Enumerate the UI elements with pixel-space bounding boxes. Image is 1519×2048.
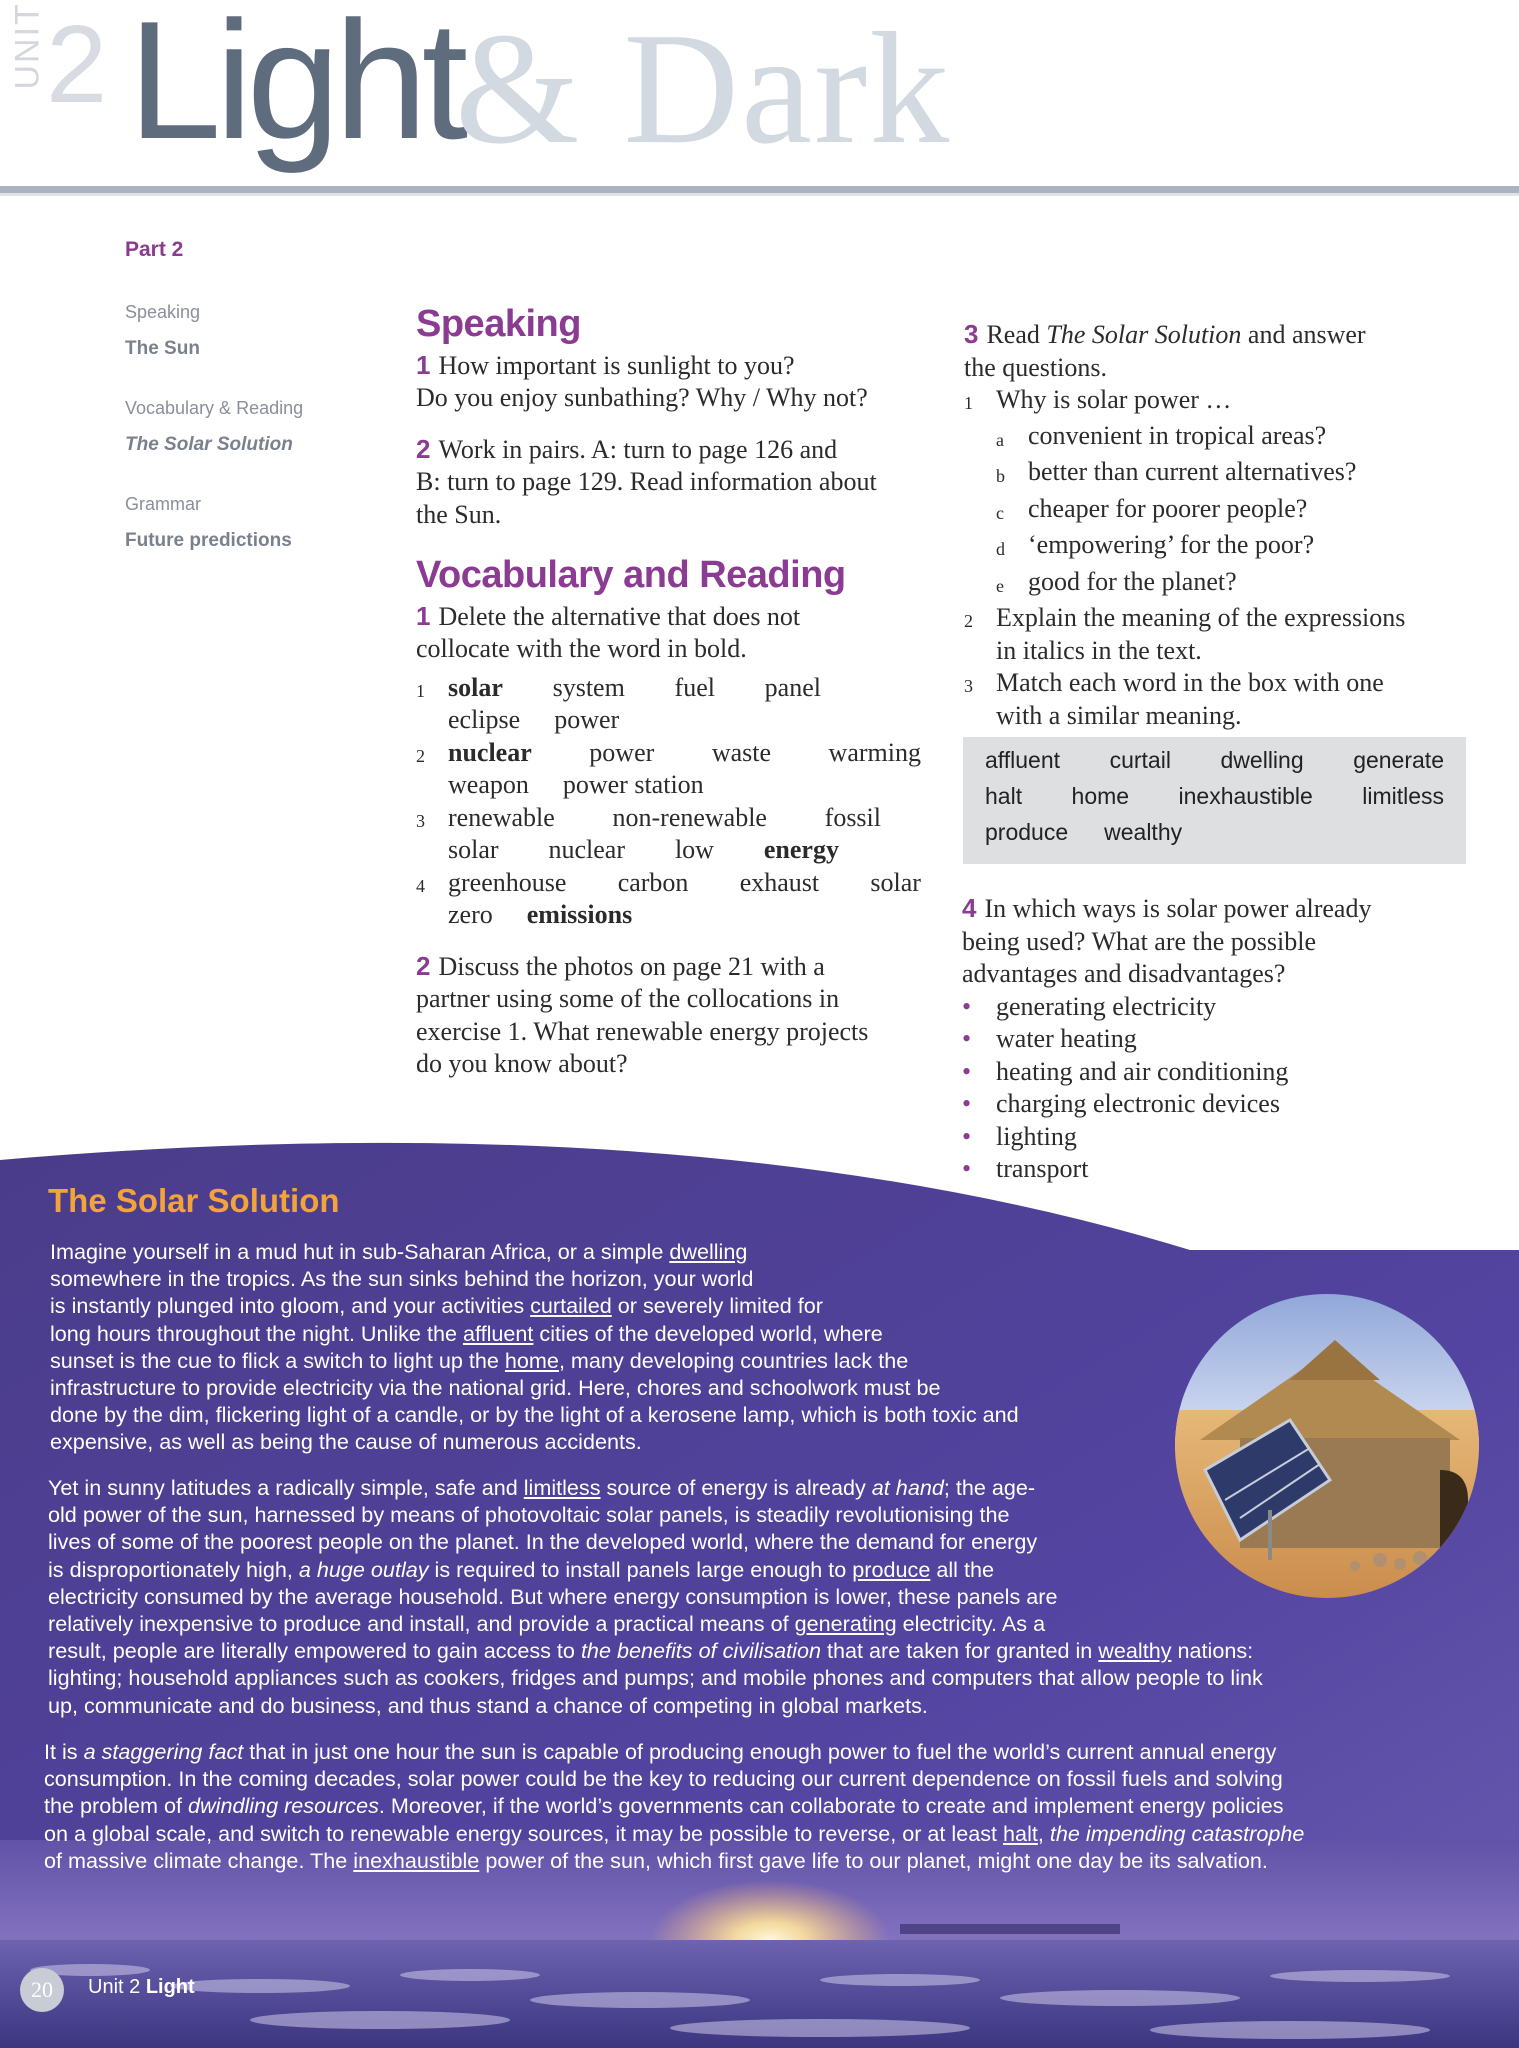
article-title: The Solar Solution xyxy=(48,1182,340,1219)
exercise-text: advantages and disadvantages? xyxy=(962,959,1286,988)
sub-letter: a xyxy=(996,429,1004,450)
title-dark: & Dark xyxy=(455,0,952,177)
word: energy xyxy=(763,835,839,864)
exercise-text: and answer xyxy=(1241,320,1366,349)
word: low xyxy=(674,835,714,864)
header-rule-light xyxy=(0,193,1519,196)
vocab-word: wealthy xyxy=(1098,1638,1172,1664)
exercise-3 xyxy=(964,318,1484,384)
collocation-list xyxy=(416,672,921,932)
word: non-renewable xyxy=(612,802,767,832)
italic-expression: a staggering fact xyxy=(83,1739,244,1764)
article-paragraph-2: Yet in sunny latitudes a radically simple, safe and limitless source of energy is already at hand; the age- old power of the sun, harnessed by means of photovoltaic solar panels, is steadily revolutionising the lives of some of the poorest people on the planet. In the developed world, where the demand for energy is disproportionately high, a huge outlay is required to install panels large enough to produce all the electricity consumed by the average household. But where energy consumption is lower, these panels are relatively inexpensive to produce and install, and provide a practical means of generating electricity. As a result, people are literally empowered to gain access to the benefits of civilisation that are taken for granted in wealthy nations: lighting; household appliances such as cookers, fridges and pumps; and mobile phones and computers that allow people to link up, communicate and do business, and thus stand a chance of competing in global markets. xyxy=(48,1475,1263,1718)
sub-letter: d xyxy=(996,539,1005,559)
vocab-word: limitless xyxy=(523,1475,601,1500)
exercise-number: 2 xyxy=(416,433,431,464)
vocab-word: generating xyxy=(794,1611,897,1637)
list-item: • heating and air conditioning xyxy=(962,1056,1482,1089)
word: carbon xyxy=(617,867,689,897)
collocation-item xyxy=(416,672,921,737)
box-word: inexhaustible xyxy=(1178,783,1313,809)
exercise-text: the questions. xyxy=(964,352,1107,382)
right-column xyxy=(964,318,1484,732)
unit-number: 2 xyxy=(46,3,108,126)
speaking-heading: Speaking xyxy=(416,303,581,345)
item-number: 1 xyxy=(416,680,425,701)
sub-question xyxy=(996,566,1484,603)
sub-text: cheaper for poorer people? xyxy=(1028,493,1308,523)
word: renewable xyxy=(448,802,555,832)
italic-expression: at hand xyxy=(871,1475,944,1500)
vocab-word: dwelling xyxy=(669,1239,748,1264)
bullet-icon: • xyxy=(962,1056,972,1086)
list-item: • transport xyxy=(962,1153,1482,1186)
exercise-number: 4 xyxy=(962,893,977,923)
sidebar-category: Grammar xyxy=(125,494,201,514)
italic-expression: the impending catastrophe xyxy=(1049,1820,1305,1846)
exercise-text: In which ways is solar power already xyxy=(984,894,1372,923)
italic-expression: the benefits of civilisation xyxy=(580,1638,821,1664)
question-text: Match each word in the box with one xyxy=(996,668,1384,697)
item-number: 3 xyxy=(416,810,425,831)
sub-text: convenient in tropical areas? xyxy=(1028,420,1327,450)
word: greenhouse xyxy=(448,867,567,897)
speaking-exercise-1 xyxy=(416,349,921,415)
box-word: wealthy xyxy=(1104,819,1183,845)
speaking-exercise-2 xyxy=(416,433,921,532)
exercise-text: exercise 1. What renewable energy projects xyxy=(416,1016,869,1046)
box-word: affluent xyxy=(985,747,1061,773)
exercise-text: do you know about? xyxy=(416,1049,628,1078)
sub-text: better than current alternatives? xyxy=(1028,457,1357,486)
vocab-word: produce xyxy=(852,1556,931,1582)
article-paragraph-1: Imagine yourself in a mud hut in sub-Saharan Africa, or a simple dwelling somewhere in the tropics. As the sun sinks behind the horizon, your world is instantly plunged into gloom, and your activities curtailed or severely limited for long hours throughout the night. Unlike the affluent cities of the developed world, where sunset is the cue to flick a switch to light up the home, many developing countries lack the infrastructure to provide electricity via the national grid. Here, chores and schoolwork must be done by the dim, flickering light of a candle, or by the light of a kerosene lamp, which is both toxic and expensive, as well as being the cause of numerous accidents. xyxy=(50,1239,1019,1455)
page-number: 20 xyxy=(20,1968,64,2012)
item-number: 2 xyxy=(416,745,425,766)
sub-letter: e xyxy=(996,575,1004,596)
sidebar-category: Speaking xyxy=(125,302,201,322)
exercise-text: Discuss the photos on page 21 with a xyxy=(438,951,825,981)
article-paragraph-3: It is a staggering fact that in just one hour the sun is capable of producing enough power to fuel the world’s current annual energy consumption. In the coming decades, solar power could be the key to reducing our current dependence on fossil fuels and solving the problem of dwindling resources. Moreover, if the world’s governments can collaborate to create and implement energy policies on a global scale, and switch to renewable energy sources, it may be possible to reverse, or at least halt, the impending catastrophe of massive climate change. The inexhaustible power of the sun, which first gave life to our planet, might one day be its salvation. xyxy=(44,1739,1305,1873)
word-box xyxy=(963,737,1466,864)
exercise-text: Do you enjoy sunbathing? Why / Why not? xyxy=(416,383,868,412)
word: power station xyxy=(562,770,704,799)
word: system xyxy=(552,672,625,702)
exercise-text: being used? What are the possible xyxy=(962,926,1317,956)
italic-expression: dwindling resources xyxy=(188,1793,379,1819)
box-word: produce xyxy=(985,819,1069,845)
exercise-text: Delete the alternative that does not xyxy=(438,601,801,631)
exercise-number: 3 xyxy=(964,319,979,349)
question xyxy=(964,602,1484,667)
exercise-number: 2 xyxy=(416,950,431,981)
exercise-text: Read xyxy=(986,320,1047,349)
word: solar xyxy=(448,835,499,864)
question xyxy=(964,667,1484,732)
part-label: Part 2 xyxy=(125,238,184,261)
question-number: 3 xyxy=(964,676,973,696)
sub-letter: c xyxy=(996,502,1004,523)
bullet-icon: • xyxy=(962,1121,972,1151)
word: nuclear xyxy=(448,737,532,767)
sidebar-topic: The Solar Solution xyxy=(125,434,293,455)
word: eclipse xyxy=(448,705,521,734)
exercise-text: partner using some of the collocations in xyxy=(416,984,840,1013)
word: waste xyxy=(711,737,772,767)
vocab-word: halt xyxy=(1003,1820,1038,1846)
vocab-exercise-2 xyxy=(416,950,921,1081)
word: exhaust xyxy=(739,867,820,897)
word: fuel xyxy=(674,672,715,702)
exercise-text: the Sun. xyxy=(416,499,502,529)
sub-question xyxy=(996,456,1484,493)
sub-question xyxy=(996,529,1484,566)
exercise-number: 1 xyxy=(416,349,431,380)
exercise-text: B: turn to page 129. Read information about xyxy=(416,467,877,496)
box-word: home xyxy=(1071,783,1130,809)
vocab-exercise-1 xyxy=(416,600,921,666)
question-text: in italics in the text. xyxy=(996,635,1202,665)
vocab-word: inexhaustible xyxy=(353,1847,480,1873)
word: warming xyxy=(828,737,921,767)
word: weapon xyxy=(448,770,529,799)
middle-column xyxy=(416,303,921,1081)
bullet-icon: • xyxy=(962,991,972,1021)
word: emissions xyxy=(526,900,633,929)
title-light: Light xyxy=(128,0,463,174)
exercise-text: How important is sunlight to you? xyxy=(438,350,795,380)
box-word: curtail xyxy=(1109,747,1171,773)
vocab-word: home xyxy=(504,1347,559,1373)
word: power xyxy=(554,705,620,734)
box-word: generate xyxy=(1353,747,1444,773)
word: panel xyxy=(764,672,821,702)
question-text: with a similar meaning. xyxy=(996,700,1242,730)
exercise-number: 1 xyxy=(416,600,431,631)
list-item: • water heating xyxy=(962,1023,1482,1056)
box-word: limitless xyxy=(1362,783,1444,809)
word: solar xyxy=(448,672,503,702)
word: power xyxy=(589,737,655,767)
list-item: • lighting xyxy=(962,1121,1482,1154)
question-text: Explain the meaning of the expressions xyxy=(996,603,1406,632)
sub-question xyxy=(996,420,1484,457)
italic-expression: a huge outlay xyxy=(298,1556,429,1582)
vocab-word: affluent xyxy=(462,1320,534,1346)
word: zero xyxy=(448,900,493,929)
collocation-item xyxy=(416,737,921,802)
vocab-heading: Vocabulary and Reading xyxy=(416,554,846,596)
sidebar-category: Vocabulary & Reading xyxy=(125,398,304,418)
exercise-text: collocate with the word in bold. xyxy=(416,634,747,663)
bullet-icon: • xyxy=(962,1024,972,1053)
item-number: 4 xyxy=(416,875,425,896)
box-word: dwelling xyxy=(1220,747,1304,773)
question-text: Why is solar power … xyxy=(996,385,1232,414)
header-rule xyxy=(0,186,1519,193)
sidebar-topic: The Sun xyxy=(125,338,200,359)
sub-text: good for the planet? xyxy=(1028,566,1237,596)
collocation-item xyxy=(416,867,921,932)
exercise-title: The Solar Solution xyxy=(1046,320,1242,349)
vocab-word: curtailed xyxy=(530,1293,612,1319)
word: nuclear xyxy=(548,835,625,864)
collocation-item xyxy=(416,802,921,867)
word: solar xyxy=(870,867,921,897)
sub-letter: b xyxy=(996,466,1005,486)
box-word: halt xyxy=(985,783,1023,809)
question-number: 1 xyxy=(964,393,973,413)
list-item: • generating electricity xyxy=(962,991,1482,1024)
footer-unit: Unit 2 Light xyxy=(88,1976,195,1998)
sub-question xyxy=(996,493,1484,530)
question xyxy=(964,384,1484,420)
bullet-icon: • xyxy=(962,1154,972,1183)
question-number: 2 xyxy=(964,611,973,631)
sub-text: ‘empowering’ for the poor? xyxy=(1028,530,1315,559)
sidebar-topic: Future predictions xyxy=(125,530,292,551)
exercise-text: Work in pairs. A: turn to page 126 and xyxy=(438,434,838,464)
unit-label: UNIT xyxy=(8,2,47,90)
bullet-icon: • xyxy=(962,1089,972,1118)
list-item: • charging electronic devices xyxy=(962,1088,1482,1121)
word: fossil xyxy=(824,802,881,832)
